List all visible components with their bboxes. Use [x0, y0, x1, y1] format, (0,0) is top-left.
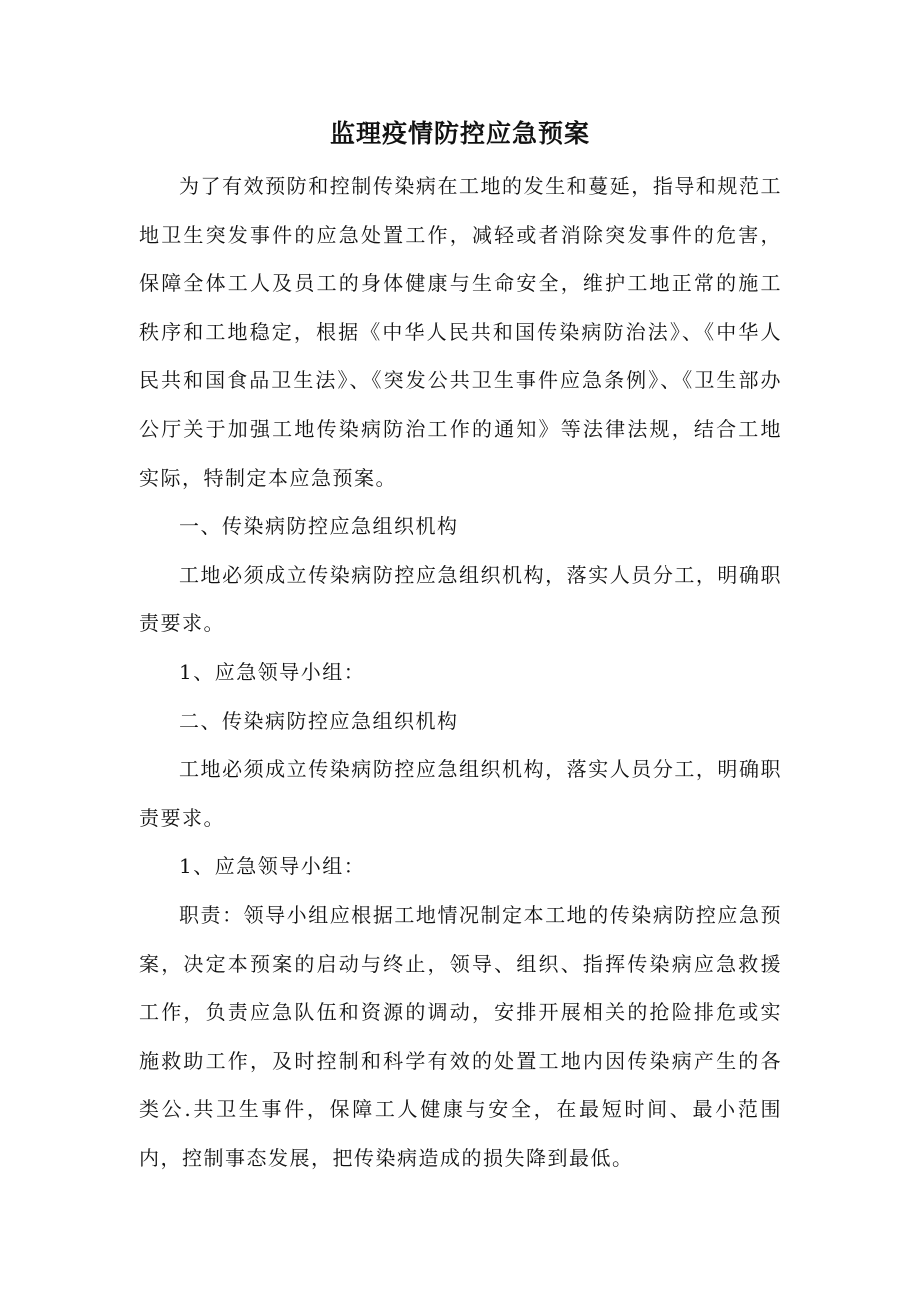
subsection-heading-1: 1、应急领导小组：: [179, 659, 366, 684]
paragraph-duties: 职责：领导小组应根据工地情况制定本工地的传染病防控应急预案，决定本预案的启动与终止，领导、组织、指挥传染病应急救援工作，负责应急队伍和资源的调动，安排开展相关的抢险排危或实施救助工作，及时控制和科学有效的处置工地内因传染病产生的各类公.共卫生事件，保障工人健康与安全，在最短时间、最小范围内，控制事态发展，把传染病造成的损失降到最低。: [139, 902, 782, 1170]
section-heading-1: 一、传染病防控应急组织机构: [179, 514, 459, 539]
document-body: [139, 162, 782, 1182]
paragraph-organization-2: 工地必须成立传染病防控应急组织机构，落实人员分工，明确职责要求。: [139, 757, 782, 830]
document-title: 监理疫情防控应急预案: [329, 119, 590, 148]
paragraph-intro: 为了有效预防和控制传染病在工地的发生和蔓延，指导和规范工地卫生突发事件的应急处置工作，减轻或者消除突发事件的危害，保障全体工人及员工的身体健康与生命安全，维护工地正常的施工秩序和工地稳定，根据《中华人民共和国传染病防治法》、《中华人民共和国食品卫生法》、《突发公共卫生事件应急条例》、《卫生部办公厅关于加强工地传染病防治工作的通知》等法律法规，结合工地实际，特制定本应急预案。: [139, 174, 782, 490]
subsection-heading-2: 1、应急领导小组：: [179, 854, 366, 879]
paragraph-organization-1: 工地必须成立传染病防控应急组织机构，落实人员分工，明确职责要求。: [139, 562, 782, 636]
section-heading-2: 二、传染病防控应急组织机构: [179, 708, 459, 733]
